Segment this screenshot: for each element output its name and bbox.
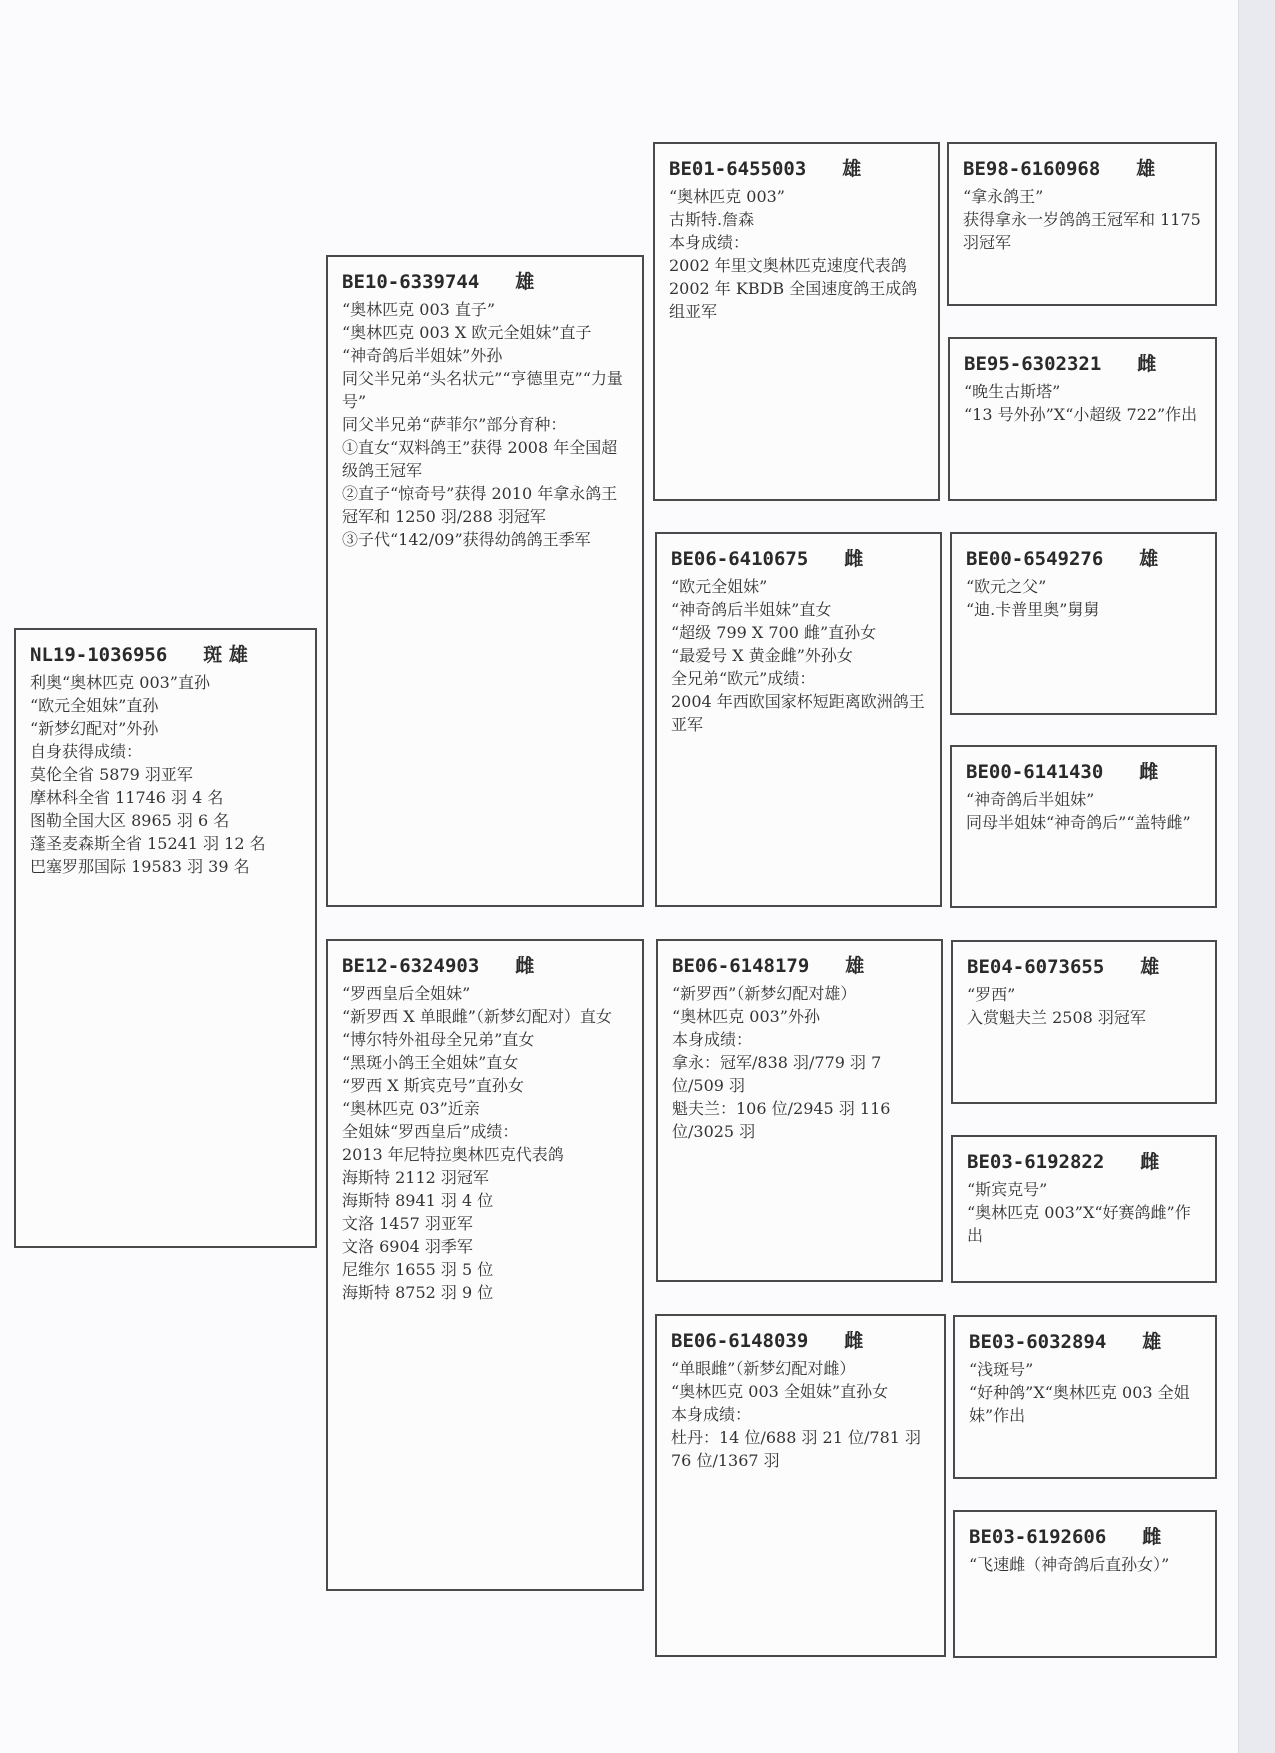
sex-label: 斑 雄: [203, 644, 248, 666]
note-line: 2002 年 KBDB 全国速度鸽王成鸽组亚军: [669, 279, 918, 321]
note-line: “神奇鸽后半姐妹”直女: [671, 600, 832, 619]
card-header: [342, 267, 628, 294]
note-line: “新罗西”（新梦幻配对雄）: [672, 984, 857, 1003]
card-header: [969, 1522, 1201, 1549]
card-header: [966, 757, 1201, 784]
note-line: 海斯特 8941 羽 4 位: [342, 1191, 494, 1210]
sex-label: 雄: [842, 158, 862, 180]
card-header: [30, 640, 301, 667]
note-line: “欧元全姐妹”直孙: [30, 696, 159, 715]
note-line: 入赏魁夫兰 2508 羽冠军: [967, 1008, 1146, 1027]
note-line: 蓬圣麦森斯全省 15241 羽 12 名: [30, 834, 266, 853]
note-line: “欧元全姐妹”: [671, 577, 768, 596]
note-line: 杜丹：14 位/688 羽 21 位/781 羽 76 位/1367 羽: [671, 1428, 922, 1470]
card-notes: [963, 185, 1201, 254]
note-line: “13 号外孙”X“小超级 722”作出: [964, 405, 1198, 424]
card-header: [969, 1327, 1201, 1354]
note-line: ③子代“142/09”获得幼鸽鸽王季军: [342, 530, 591, 549]
pigeon-card-ggs-2: [950, 532, 1217, 715]
pigeon-card-ggs-4: [953, 1315, 1217, 1479]
note-line: 尼维尔 1655 羽 5 位: [342, 1260, 494, 1279]
pigeon-card-ggd-4: [953, 1510, 1217, 1658]
ring-number: BE03-6032894: [969, 1331, 1107, 1353]
pigeon-card-dam: [326, 939, 644, 1591]
note-line: 图勒全国大区 8965 羽 6 名: [30, 811, 230, 830]
pigeon-card-sire-sire: [653, 142, 940, 501]
card-header: [671, 544, 926, 571]
card-notes: [967, 1178, 1201, 1247]
note-line: “奥林匹克 003”X“好赛鸽雌”作出: [967, 1203, 1191, 1245]
pigeon-card-dam-dam: [655, 1314, 946, 1657]
note-line: 全兄弟“欧元”成绩：: [671, 669, 816, 688]
card-notes: [966, 788, 1201, 834]
note-line: 摩林科全省 11746 羽 4 名: [30, 788, 224, 807]
sex-label: 雄: [1139, 548, 1159, 570]
note-line: “欧元之父”: [966, 577, 1047, 596]
ring-number: BE00-6141430: [966, 761, 1104, 783]
ring-number: BE06-6410675: [671, 548, 809, 570]
card-notes: [342, 298, 628, 551]
card-header: [672, 951, 927, 978]
note-line: “神奇鸽后半姐妹”: [966, 790, 1095, 809]
sex-label: 雄: [845, 955, 865, 977]
sex-label: 雌: [844, 548, 864, 570]
note-line: 拿永：冠军/838 羽/779 羽 7 位/509 羽: [672, 1053, 882, 1095]
note-line: 获得拿永一岁鸽鸽王冠军和 1175 羽冠军: [963, 210, 1201, 252]
ring-number: BE06-6148039: [671, 1330, 809, 1352]
note-line: 全姐妹“罗西皇后”成绩：: [342, 1122, 519, 1141]
card-header: [967, 952, 1201, 979]
note-line: “罗西皇后全姐妹”: [342, 984, 471, 1003]
pigeon-card-ggd-1: [948, 337, 1217, 501]
note-line: “奥林匹克 03”近亲: [342, 1099, 480, 1118]
note-line: 古斯特.詹森: [669, 210, 755, 229]
note-line: “晚生古斯塔”: [964, 382, 1061, 401]
card-notes: [30, 671, 301, 878]
card-header: [963, 154, 1201, 181]
sex-label: 雌: [844, 1330, 864, 1352]
note-line: “奥林匹克 003 直子”: [342, 300, 496, 319]
ring-number: BE95-6302321: [964, 353, 1102, 375]
card-notes: [967, 983, 1201, 1029]
pigeon-card-dam-sire: [656, 939, 943, 1282]
note-line: 同父半兄弟“萨菲尔”部分育种：: [342, 415, 567, 434]
note-line: “罗西”: [967, 985, 1016, 1004]
card-header: [342, 951, 628, 978]
note-line: “单眼雌”（新梦幻配对雌）: [671, 1359, 856, 1378]
card-notes: [969, 1358, 1201, 1427]
note-line: 自身获得成绩：: [30, 742, 143, 761]
pigeon-card-ggd-2: [950, 745, 1217, 908]
card-notes: [964, 380, 1201, 426]
pigeon-card-subject: [14, 628, 317, 1248]
note-line: 利奥“奥林匹克 003”直孙: [30, 673, 210, 692]
ring-number: BE12-6324903: [342, 955, 480, 977]
pigeon-card-sire-dam: [655, 532, 942, 907]
pigeon-card-ggd-3: [951, 1135, 1217, 1283]
note-line: 巴塞罗那国际 19583 羽 39 名: [30, 857, 250, 876]
note-line: “博尔特外祖母全兄弟”直女: [342, 1030, 535, 1049]
sex-label: 雌: [1139, 761, 1159, 783]
card-notes: [969, 1553, 1201, 1576]
note-line: “奥林匹克 003 全姐妹”直孙女: [671, 1382, 889, 1401]
note-line: “新罗西 X 单眼雌”（新梦幻配对）直女: [342, 1007, 612, 1026]
note-line: “斯宾克号”: [967, 1180, 1048, 1199]
note-line: 2013 年尼特拉奥林匹克代表鸽: [342, 1145, 564, 1164]
ring-number: BE03-6192822: [967, 1151, 1105, 1173]
note-line: 文洛 1457 羽亚军: [342, 1214, 473, 1233]
sex-label: 雄: [1136, 158, 1156, 180]
note-line: “迪.卡普里奥”舅舅: [966, 600, 1100, 619]
note-line: “好种鸽”X“奥林匹克 003 全姐妹”作出: [969, 1383, 1190, 1425]
sex-label: 雌: [1137, 353, 1157, 375]
sex-label: 雌: [1140, 1151, 1160, 1173]
note-line: 莫伦全省 5879 羽亚军: [30, 765, 193, 784]
pigeon-card-ggs-1: [947, 142, 1217, 306]
card-notes: [669, 185, 924, 323]
ring-number: BE04-6073655: [967, 956, 1105, 978]
note-line: “黑斑小鸽王全姐妹”直女: [342, 1053, 519, 1072]
note-line: “最爱号 X 黄金雌”外孙女: [671, 646, 853, 665]
card-notes: [966, 575, 1201, 621]
note-line: 同母半姐妹“神奇鸽后”“盖特雌”: [966, 813, 1191, 832]
note-line: 本身成绩：: [669, 233, 750, 252]
note-line: 2004 年西欧国家杯短距离欧洲鸽王亚军: [671, 692, 925, 734]
note-line: ①直女“双料鸽王”获得 2008 年全国超级鸽王冠军: [342, 438, 618, 480]
card-header: [671, 1326, 930, 1353]
ring-number: BE00-6549276: [966, 548, 1104, 570]
note-line: 魁夫兰：106 位/2945 羽 116 位/3025 羽: [672, 1099, 891, 1141]
card-header: [966, 544, 1201, 571]
ring-number: BE06-6148179: [672, 955, 810, 977]
note-line: 文洛 6904 羽季军: [342, 1237, 473, 1256]
card-notes: [672, 982, 927, 1143]
note-line: 本身成绩：: [671, 1405, 752, 1424]
card-notes: [671, 575, 926, 736]
note-line: “奥林匹克 003 X 欧元全姐妹”直子: [342, 323, 592, 342]
note-line: “拿永鸽王”: [963, 187, 1044, 206]
paper-edge: [1238, 0, 1275, 1753]
sex-label: 雄: [1142, 1331, 1162, 1353]
sex-label: 雄: [515, 271, 535, 293]
note-line: 同父半兄弟“头名状元”“亨德里克”“力量号”: [342, 369, 623, 411]
card-header: [967, 1147, 1201, 1174]
note-line: 海斯特 2112 羽冠军: [342, 1168, 489, 1187]
card-notes: [671, 1357, 930, 1472]
ring-number: BE03-6192606: [969, 1526, 1107, 1548]
note-line: 2002 年里文奥林匹克速度代表鸽: [669, 256, 907, 275]
note-line: “浅斑号”: [969, 1360, 1034, 1379]
note-line: “奥林匹克 003”外孙: [672, 1007, 820, 1026]
sex-label: 雌: [1142, 1526, 1162, 1548]
note-line: 本身成绩：: [672, 1030, 753, 1049]
ring-number: NL19-1036956: [30, 644, 168, 666]
sex-label: 雄: [1140, 956, 1160, 978]
note-line: “罗西 X 斯宾克号”直孙女: [342, 1076, 524, 1095]
note-line: “超级 799 X 700 雌”直孙女: [671, 623, 877, 642]
note-line: “新梦幻配对”外孙: [30, 719, 159, 738]
pigeon-card-ggs-3: [951, 940, 1217, 1104]
card-header: [669, 154, 924, 181]
note-line: “奥林匹克 003”: [669, 187, 785, 206]
note-line: 海斯特 8752 羽 9 位: [342, 1283, 494, 1302]
pigeon-card-sire: [326, 255, 644, 907]
card-header: [964, 349, 1201, 376]
sex-label: 雌: [515, 955, 535, 977]
note-line: “神奇鸽后半姐妹”外孙: [342, 346, 503, 365]
ring-number: BE98-6160968: [963, 158, 1101, 180]
ring-number: BE10-6339744: [342, 271, 480, 293]
card-notes: [342, 982, 628, 1304]
ring-number: BE01-6455003: [669, 158, 807, 180]
note-line: “飞速雌（神奇鸽后直孙女）”: [969, 1555, 1170, 1574]
note-line: ②直子“惊奇号”获得 2010 年拿永鸽王冠军和 1250 羽/288 羽冠军: [342, 484, 618, 526]
